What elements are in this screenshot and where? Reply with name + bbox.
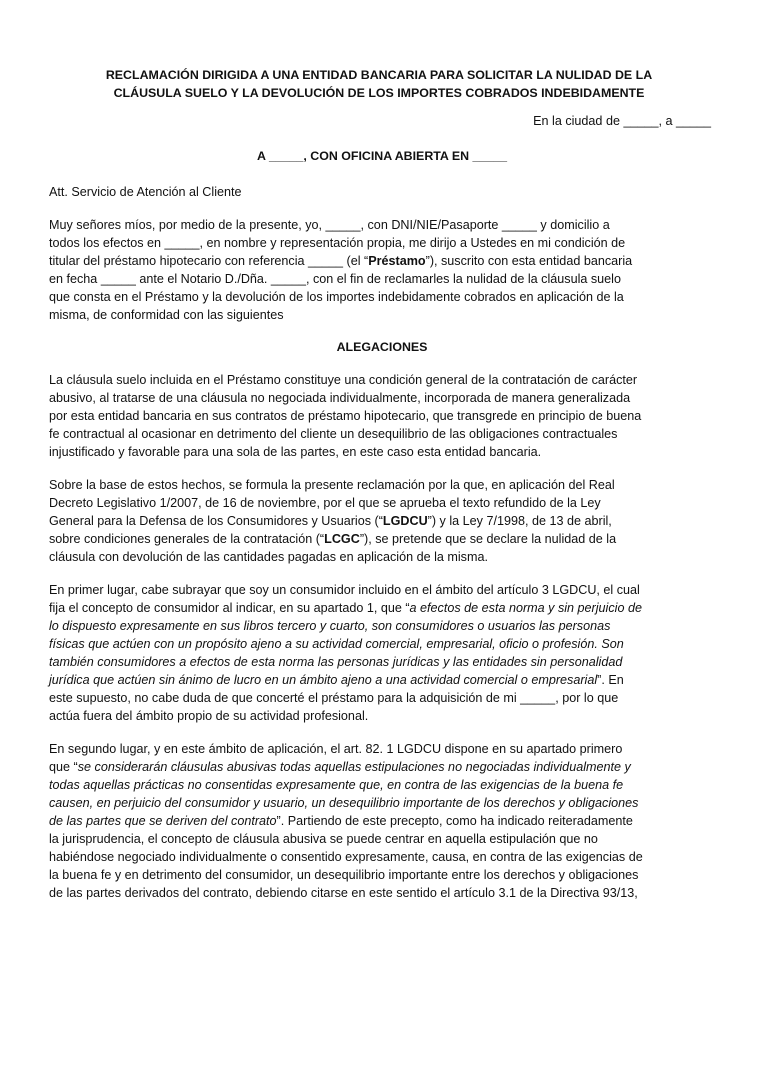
body-paragraph: [49, 476, 715, 566]
text-run: la jurisprudencia, el concepto de cláusula abusiva se puede centrar en aquella estipulación que no: [49, 832, 598, 846]
text-line: [49, 671, 715, 689]
text-run: En primer lugar, cabe subrayar que soy un consumidor incluido en el ámbito del artículo 3 LGDCU, el cual: [49, 583, 640, 597]
text-line: [49, 884, 715, 902]
text-line: [49, 653, 715, 671]
text-line: [49, 234, 715, 252]
text-line: [49, 866, 715, 884]
text-line: [49, 530, 715, 548]
quoted-text: también consumidores a efectos de esta norma las personas jurídicas y las entidades sin personalidad: [49, 655, 623, 669]
text-line: [49, 548, 715, 566]
section-heading: ALEGACIONES: [336, 340, 428, 354]
text-line: [49, 689, 715, 707]
text-line: [49, 740, 715, 758]
quoted-text: lo dispuesto expresamente en sus libros tercero y cuarto, son consumidores o usuarios las personas: [49, 619, 611, 633]
text-run: En segundo lugar, y en este ámbito de aplicación, el art. 82. 1 LGDCU dispone en su apartado primero: [49, 742, 623, 756]
text-run: ”) y la Ley 7/1998, de 13 de abril,: [427, 514, 612, 528]
body-paragraph: [49, 740, 715, 902]
text-run: fe contractual al ocasionar en detrimento del cliente un desequilibrio de las obligaciones contractuales: [49, 427, 618, 441]
text-line: [49, 794, 715, 812]
text-line: [49, 617, 715, 635]
text-run: ”. Partiendo de este precepto, como ha indicado reiteradamente: [276, 814, 633, 828]
text-line: [49, 389, 715, 407]
text-run: que consta en el Préstamo y la devolución de los importes indebidamente cobrados en aplicación de la: [49, 290, 624, 304]
text-run: que “: [49, 760, 78, 774]
document-title: [49, 66, 709, 102]
text-run: abusivo, al tratarse de una cláusula no negociada individualmente, incorporada de manera generalizada: [49, 391, 631, 405]
text-line: [49, 581, 715, 599]
body-paragraph: [49, 581, 715, 725]
bold-term: Préstamo: [368, 254, 426, 268]
text-line: [49, 830, 715, 848]
text-run: este supuesto, no cabe duda de que concerté el préstamo para la adquisición de mi _____, por lo que: [49, 691, 619, 705]
text-run: Muy señores míos, por medio de la presente, yo, _____, con DNI/NIE/Pasaporte _____ y domicilio a: [49, 218, 610, 232]
text-line: [49, 252, 715, 270]
text-run: todos los efectos en _____, en nombre y representación propia, me dirijo a Ustedes en mi condición de: [49, 236, 626, 250]
text-run: ”), se pretende que se declare la nulidad de la: [359, 532, 617, 546]
text-run: injustificado y favorable para una sola de las partes, en este caso esta entidad bancaria.: [49, 445, 542, 459]
text-line: [49, 776, 715, 794]
text-line: [49, 512, 715, 530]
text-run: actúa fuera del ámbito propio de su actividad profesional.: [49, 709, 369, 723]
quoted-text: a efectos de esta norma y sin perjuicio de: [409, 601, 642, 615]
text-run: cláusula con devolución de las cantidades pagadas en aplicación de la misma.: [49, 550, 488, 564]
text-line: [49, 476, 715, 494]
body-paragraph: [49, 371, 715, 461]
text-line: [49, 216, 715, 234]
text-line: [49, 635, 715, 653]
text-run: misma, de conformidad con las siguientes: [49, 308, 284, 322]
text-line: [49, 758, 715, 776]
text-line: [49, 288, 715, 306]
dateline: En la ciudad de _____, a _____: [533, 114, 711, 128]
bold-term: LCGC: [324, 532, 360, 546]
title-line: RECLAMACIÓN DIRIGIDA A UNA ENTIDAD BANCARIA PARA SOLICITAR LA NULIDAD DE LA: [105, 68, 653, 82]
quoted-text: todas aquellas prácticas no consentidas expresamente que, en contra de las exigencias de la buena fe: [49, 778, 624, 792]
text-run: por esta entidad bancaria en sus contratos de préstamo hipotecario, que transgrede en principio de buena: [49, 409, 642, 423]
intro-paragraph: [49, 216, 715, 324]
text-run: sobre condiciones generales de la contratación (“: [49, 532, 325, 546]
quoted-text: jurídica que actúen sin ánimo de lucro en un ámbito ajeno a una actividad comercial o empresarial: [49, 673, 598, 687]
text-line: [49, 443, 715, 461]
text-line: [49, 407, 715, 425]
text-line: [49, 425, 715, 443]
text-line: [49, 599, 715, 617]
quoted-text: de las partes que se deriven del contrato: [49, 814, 277, 828]
text-line: [49, 306, 715, 324]
text-run: titular del préstamo hipotecario con referencia _____ (el “: [49, 254, 369, 268]
text-run: la buena fe y en detrimento del consumidor, un desequilibrio importante entre los derechos y obligaciones: [49, 868, 639, 882]
text-line: [49, 848, 715, 866]
text-run: La cláusula suelo incluida en el Préstamo constituye una condición general de la contratación de carácter: [49, 373, 638, 387]
title-line: CLÁUSULA SUELO Y LA DEVOLUCIÓN DE LOS IMPORTES COBRADOS INDEBIDAMENTE: [113, 86, 645, 100]
text-run: en fecha _____ ante el Notario D./Dña. _____, con el fin de reclamarles la nulidad de la cláusula suelo: [49, 272, 621, 286]
quoted-text: se considerarán cláusulas abusivas todas aquellas estipulaciones no negociadas individualmente y: [77, 760, 631, 774]
quoted-text: físicas que actúen con un propósito ajeno a su actividad comercial, empresarial, oficio o profesión. Son: [49, 637, 624, 651]
text-run: Decreto Legislativo 1/2007, de 16 de noviembre, por el que se aprueba el texto refundido de la Ley: [49, 496, 601, 510]
text-run: ”), suscrito con esta entidad bancaria: [425, 254, 633, 268]
attention-line: Att. Servicio de Atención al Cliente: [49, 185, 242, 199]
quoted-text: causen, en perjuicio del consumidor y usuario, un desequilibrio importante de los derechos y obligaciones: [49, 796, 639, 810]
text-line: [49, 371, 715, 389]
text-line: [49, 494, 715, 512]
text-line: [49, 707, 715, 725]
text-run: de las partes derivados del contrato, debiendo citarse en este sentido el artículo 3.1 de la Directiva 93/13,: [49, 886, 638, 900]
text-line: [49, 812, 715, 830]
text-line: [49, 270, 715, 288]
text-run: habiéndose negociado individualmente o consentido expresamente, causa, en contra de las exigencias de: [49, 850, 643, 864]
text-run: fija el concepto de consumidor al indicar, en su apartado 1, que “: [49, 601, 410, 615]
text-run: General para la Defensa de los Consumidores y Usuarios (“: [49, 514, 383, 528]
text-run: Sobre la base de estos hechos, se formula la presente reclamación por la que, en aplicación del Real: [49, 478, 615, 492]
text-run: ”. En: [597, 673, 624, 687]
addressee: A _____, CON OFICINA ABIERTA EN _____: [257, 149, 507, 163]
bold-term: LGDCU: [382, 514, 428, 528]
